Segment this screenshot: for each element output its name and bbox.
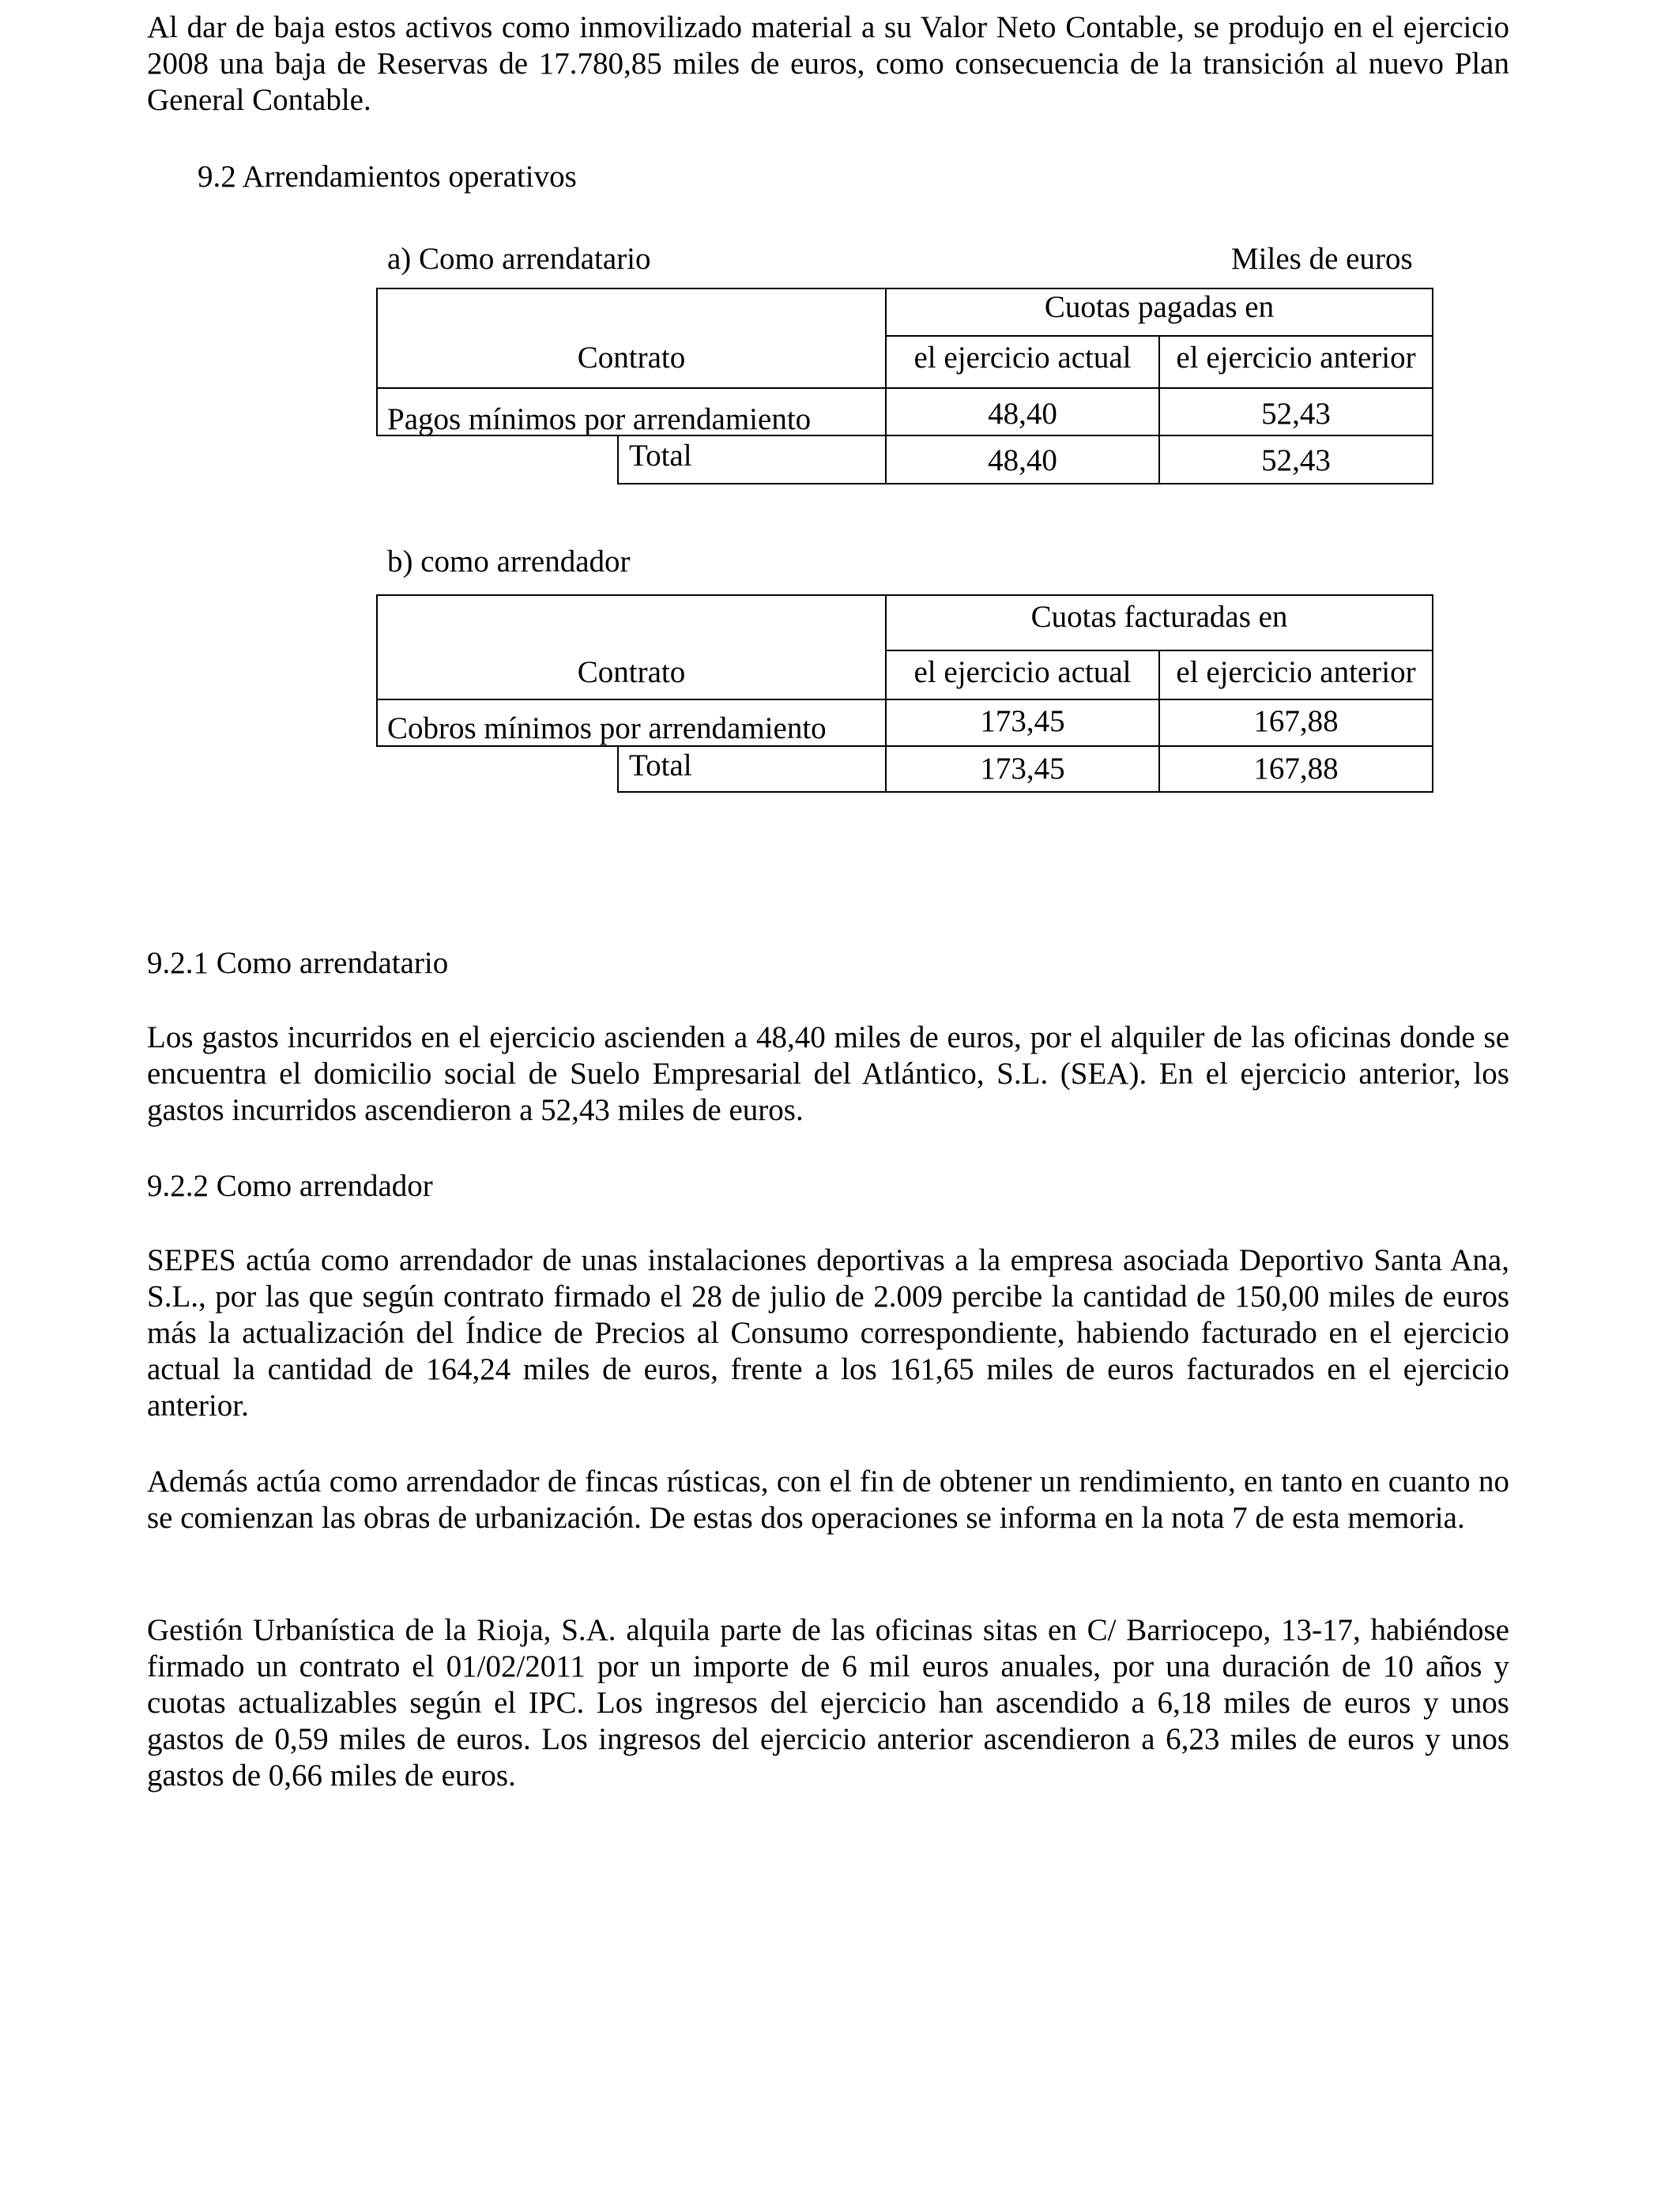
table-b-col-current: el ejercicio actual	[913, 655, 1132, 689]
paragraph-9-2-2-a: SEPES actúa como arrendador de unas instalaciones deportivas a la empresa asociada Deportivo Santa Ana, S.L., por las que según contrato firmado el 28 de julio de 2.009 percibe la cantidad de 150,00 miles de euros más la actualización del Índice de Precios al Consumo correspondiente, habiendo facturado en el ejercicio actual la cantidad de 164,24 miles de euros, frente a los 161,65 miles de euros facturados en el ejercicio anterior.	[147, 1243, 1509, 1423]
table-a-row-label: Pagos mínimos por arrendamiento	[387, 402, 812, 436]
table-a-total-label: Total	[629, 439, 692, 473]
table-a-row-previous: 52,43	[1261, 397, 1331, 431]
paragraph-9-2-1: Los gastos incurridos en el ejercicio ascienden a 48,40 miles de euros, por el alquiler de las oficinas donde se encuentra el domicilio social de Suelo Empresarial del Atlántico, S.L. (SEA). En el ejercicio anterior, los gastos incurridos ascendieron a 52,43 miles de euros.	[147, 1020, 1509, 1127]
table-a-row-current: 48,40	[988, 397, 1057, 431]
table-b-row-previous: 167,88	[1253, 704, 1339, 738]
table-a-col-previous: el ejercicio anterior	[1176, 341, 1416, 375]
section-9-2-1-title: 9.2.1 Como arrendatario	[147, 946, 449, 980]
table-a-unit-label: Miles de euros	[1231, 242, 1413, 276]
table-a-total-previous: 52,43	[1261, 443, 1331, 477]
table-b-total-previous: 167,88	[1253, 752, 1339, 786]
table-b-total-label: Total	[629, 748, 692, 782]
section-9-2-title: 9.2 Arrendamientos operativos	[198, 160, 577, 194]
paragraph-9-2-2-b: Además actúa como arrendador de fincas rústicas, con el fin de obtener un rendimiento, en tanto en cuanto no se comienzan las obras de urbanización. De estas dos operaciones se informa en la nota 7 de esta memoria.	[147, 1465, 1509, 1535]
table-a-label: a) Como arrendatario	[387, 242, 651, 276]
table-b-contract-header: Contrato	[577, 655, 686, 689]
table-a-contract-header: Contrato	[577, 341, 686, 375]
table-b-label: b) como arrendador	[387, 545, 631, 579]
table-b-row-current: 173,45	[980, 704, 1065, 738]
table-a-total-current: 48,40	[988, 443, 1057, 477]
table-b-group-header: Cuotas facturadas en	[1030, 600, 1288, 634]
paragraph-9-2-2-c: Gestión Urbanística de la Rioja, S.A. alquila parte de las oficinas sitas en C/ Barriocepo, 13-17, habiéndose firmado un contrato el 01/02/2011 por un importe de 6 mil euros anuales, por una duración de 10 años y cuotas actualizables según el IPC. Los ingresos del ejercicio han ascendido a 6,18 miles de euros y unos gastos de 0,59 miles de euros. Los ingresos del ejercicio anterior ascendieron a 6,23 miles de euros y unos gastos de 0,66 miles de euros.	[147, 1613, 1509, 1793]
section-9-2-2-title: 9.2.2 Como arrendador	[147, 1169, 433, 1203]
table-b-col-previous: el ejercicio anterior	[1176, 655, 1416, 689]
table-b-row-label: Cobros mínimos por arrendamiento	[387, 711, 827, 745]
table-a-col-current: el ejercicio actual	[913, 341, 1132, 375]
table-a-group-header: Cuotas pagadas en	[1044, 290, 1275, 324]
table-b-total-current: 173,45	[980, 752, 1065, 786]
intro-paragraph: Al dar de baja estos activos como inmovilizado material a su Valor Neto Contable, se produjo en el ejercicio 2008 una baja de Reservas de 17.780,85 miles de euros, como consecuencia de la transición al nuevo Plan General Contable.	[147, 10, 1509, 117]
